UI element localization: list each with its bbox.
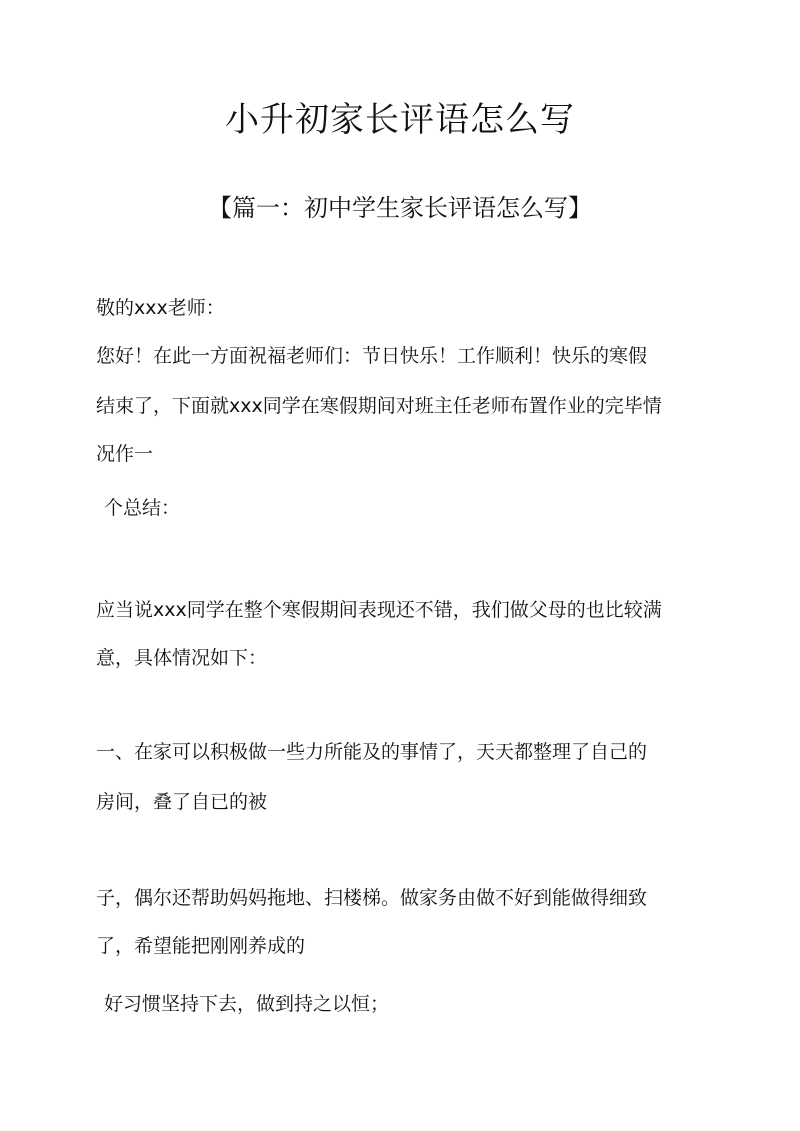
body-line: 个总结：	[104, 497, 181, 519]
greeting-line: 敬的xxx老师：	[96, 297, 225, 319]
body-line: 应当说xxx同学在整个寒假期间表现还不错，我们做父母的也比较满	[96, 599, 662, 621]
body-line: 况作一	[96, 443, 154, 465]
body-line: 了，希望能把刚刚养成的	[96, 935, 306, 957]
document-title: 小升初家长评语怎么写	[225, 100, 575, 140]
body-line: 意，具体情况如下：	[96, 647, 268, 669]
body-line: 房间，叠了自已的被	[96, 791, 268, 813]
body-line: 您好！在此一方面祝福老师们：节日快乐！工作顺利！快乐的寒假	[96, 345, 648, 367]
section-heading: 【篇一：初中学生家长评语怎么写】	[208, 194, 592, 222]
body-line: 结束了，下面就xxx同学在寒假期间对班主任老师布置作业的完毕情	[96, 395, 662, 417]
body-line: 子，偶尔还帮助妈妈拖地、扫楼梯。做家务由做不好到能做得细致	[96, 887, 648, 909]
body-line: 好习惯坚持下去，做到持之以恒；	[104, 993, 390, 1015]
body-line: 一、在家可以积极做一些力所能及的事情了，天天都整理了自己的	[96, 741, 648, 763]
